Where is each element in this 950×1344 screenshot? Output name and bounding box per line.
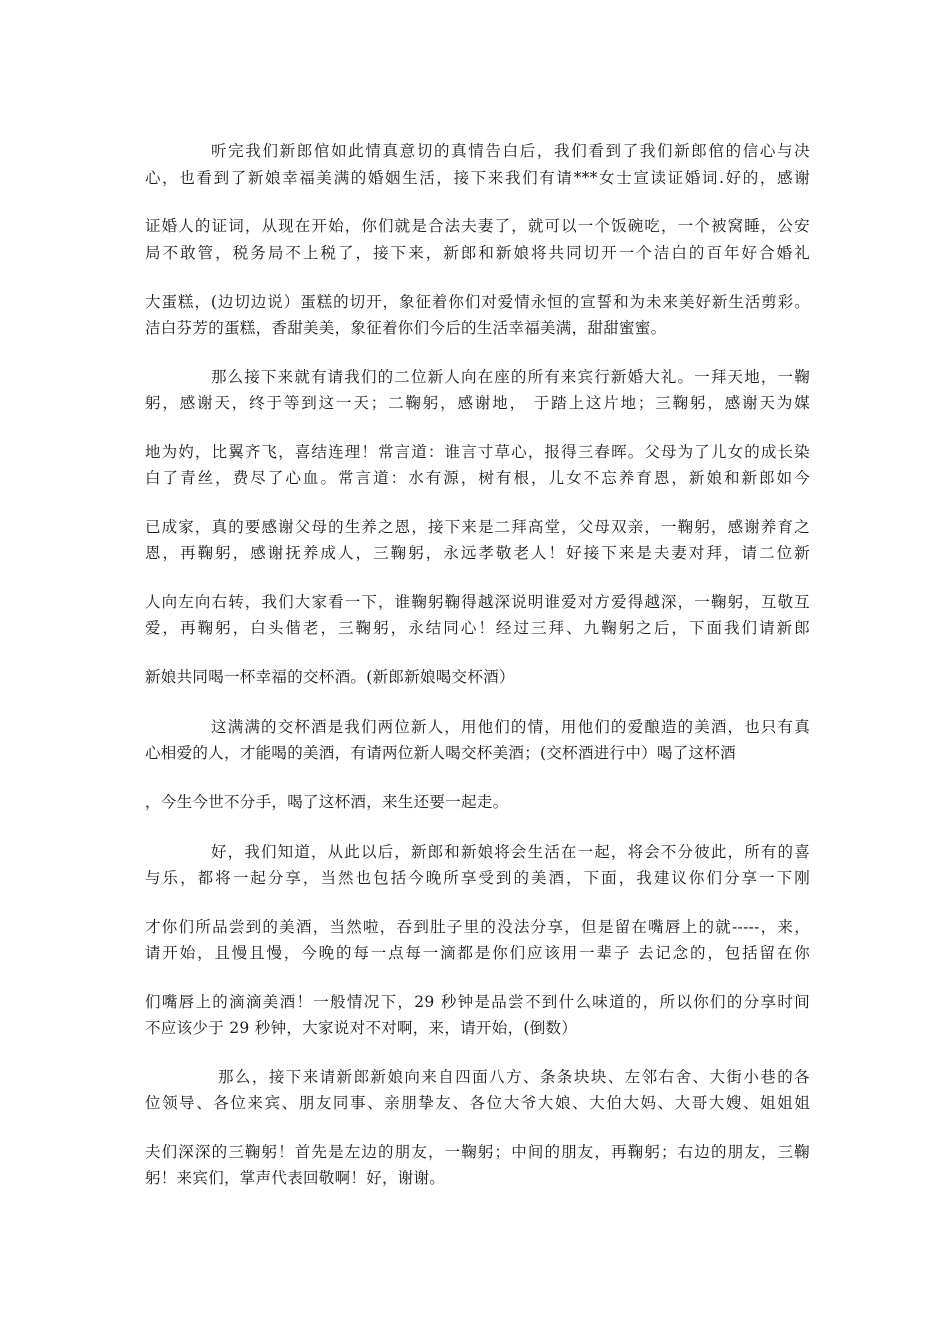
- paragraph-line: 爱，再鞠躬，白头偕老，三鞠躬，永结同心！经过三拜、九鞠躬之后，下面我们请新郎: [145, 619, 810, 637]
- paragraph-line: 证婚人的证词，从现在开始，你们就是合法夫妻了，就可以一个饭碗吃，一个被窝睡，公安: [145, 217, 810, 235]
- paragraph-line: 请开始，且慢且慢，今晚的每一点每一滴都是你们应该用一辈子 去记念的，包括留在你: [145, 944, 810, 962]
- paragraph-line: 位领导、各位来宾、朋友同事、亲朋挚友、各位大爷大娘、大伯大妈、大哥大嫂、姐姐姐: [145, 1094, 810, 1112]
- paragraph-line: 躬！来宾们，掌声代表回敬啊！好，谢谢。: [145, 1169, 446, 1187]
- paragraph-line: 那么，接下来请新郎新娘向来自四面八方、条条块块、左邻右舍、大街小巷的各: [218, 1068, 810, 1086]
- paragraph-line: 不应该少于 29 秒钟，大家说对不对啊，来，请开始，(倒数）: [145, 1019, 578, 1037]
- paragraph-line: 这满满的交杯酒是我们两位新人，用他们的情，用他们的爱酿造的美酒，也只有真: [211, 718, 810, 736]
- paragraph-line: 心相爱的人，才能喝的美酒，有请两位新人喝交杯美酒；(交杯酒进行中）喝了这杯酒: [145, 744, 736, 762]
- paragraph-line: 好，我们知道，从此以后，新郎和新娘将会生活在一起，将会不分彼此，所有的喜: [211, 843, 810, 861]
- paragraph-line: 心，也看到了新娘幸福美满的婚姻生活，接下来我们有请***女士宣读证婚词.好的，感谢: [145, 169, 810, 187]
- paragraph-line: 已成家，真的要感谢父母的生养之恩，接下来是二拜高堂，父母双亲，一鞠躬，感谢养育之: [145, 518, 810, 536]
- paragraph-line: 那么接下来就有请我们的二位新人向在座的所有来宾行新婚大礼。一拜天地，一鞠: [211, 368, 810, 386]
- paragraph-line: 大蛋糕，(边切边说）蛋糕的切开，象征着你们对爱情永恒的宣誓和为未来美好新生活剪彩。: [145, 293, 810, 311]
- paragraph-line: 洁白芬芳的蛋糕，香甜美美，象征着你们今后的生活幸福美满，甜甜蜜蜜。: [145, 319, 667, 337]
- paragraph-line: 才你们所品尝到的美酒，当然啦，吞到肚子里的没法分享，但是留在嘴唇上的就-----，来，: [145, 918, 810, 936]
- paragraph-line: 地为妁，比翼齐飞，喜结连理！常言道：谁言寸草心，报得三春晖。父母为了儿女的成长染: [145, 443, 810, 461]
- paragraph-line: 躬，感谢天，终于等到这一天；二鞠躬，感谢地， 于踏上这片地；三鞠躬，感谢天为媒: [145, 394, 810, 412]
- paragraph-line: ，今生今世不分手，喝了这杯酒，来生还要一起走。: [145, 793, 509, 811]
- paragraph-line: 恩，再鞠躬，感谢抚养成人，三鞠躬，永远孝敬老人！好接下来是夫妻对拜，请二位新: [145, 544, 810, 562]
- paragraph-line: 听完我们新郎倌如此情真意切的真情告白后，我们看到了我们新郎倌的信心与决: [211, 142, 810, 160]
- paragraph-line: 白了青丝，费尽了心血。常言道：水有源，树有根，儿女不忘养育恩，新娘和新郎如今: [145, 469, 810, 487]
- paragraph-line: 与乐，都将一起分享，当然也包括今晚所享受到的美酒，下面，我建议你们分享一下刚: [145, 869, 810, 887]
- paragraph-line: 夫们深深的三鞠躬！首先是左边的朋友，一鞠躬；中间的朋友，再鞠躬；右边的朋友，三鞠: [145, 1143, 810, 1161]
- paragraph-line: 人向左向右转，我们大家看一下，谁鞠躬鞠得越深说明谁爱对方爱得越深，一鞠躬，互敬互: [145, 593, 810, 611]
- paragraph-line: 新娘共同喝一杯幸福的交杯酒。(新郎新娘喝交杯酒）: [145, 668, 515, 686]
- paragraph-line: 局不敢管，税务局不上税了，接下来，新郎和新娘将共同切开一个洁白的百年好合婚礼: [145, 244, 810, 262]
- paragraph-line: 们嘴唇上的滴滴美酒！一般情况下，29 秒钟是品尝不到什么味道的，所以你们的分享时间: [145, 993, 810, 1011]
